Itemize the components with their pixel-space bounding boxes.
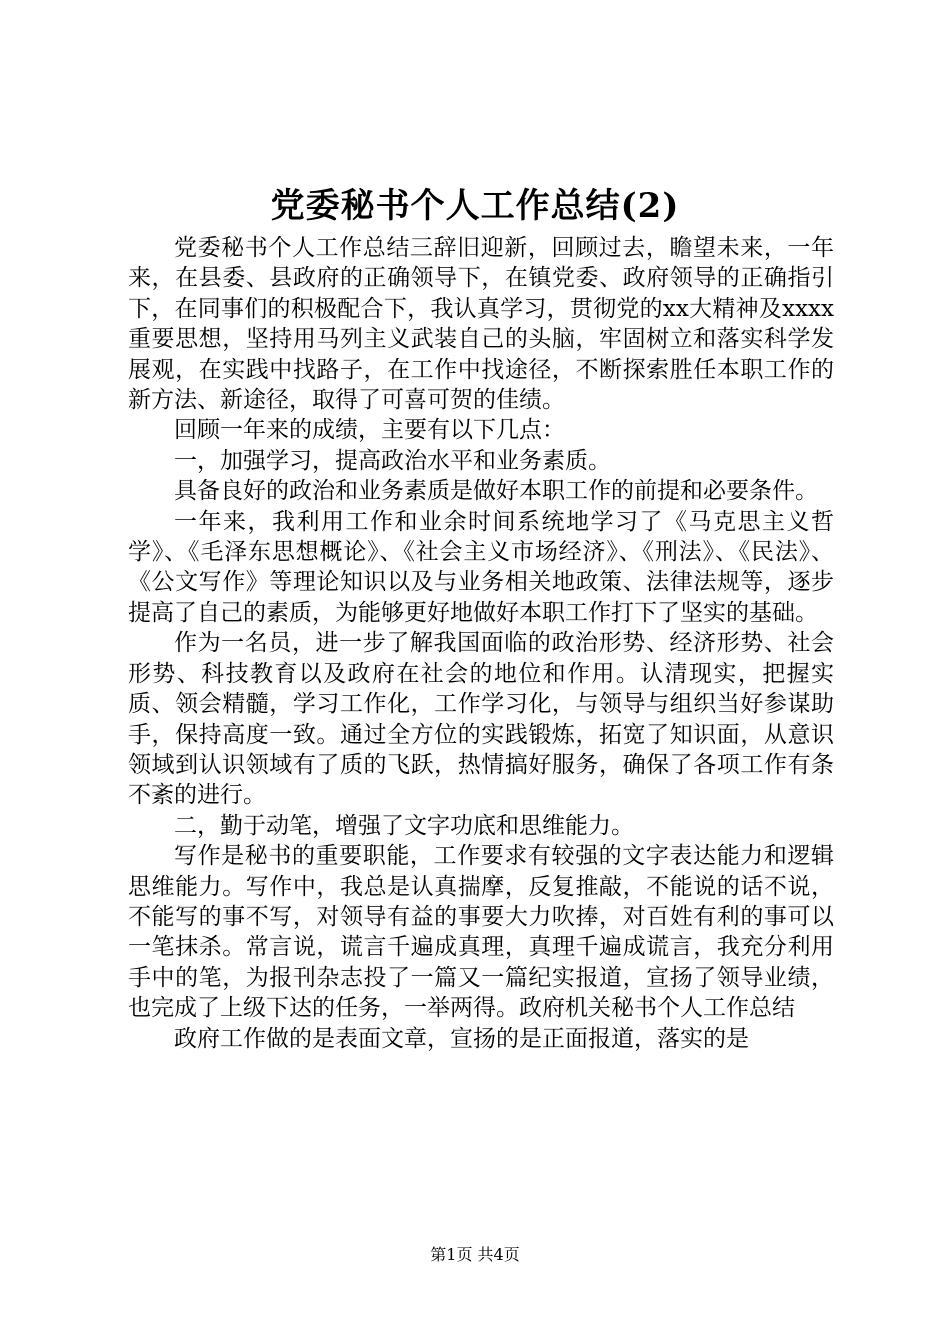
paragraph: 一年来，我利用工作和业余时间系统地学习了《马克思主义哲学》、《毛泽东思想概论》、《社会主义市场经济》、《刑法》、《民法》、《公文写作》等理论知识以及与业务相关地政策、法律法规等，逐步提高了自己的素质，为能够更好地做好本职工作打下了坚实的基础。 [128, 508, 834, 626]
paragraph: 写作是秘书的重要职能，工作要求有较强的文字表达能力和逻辑思维能力。写作中，我总是认真揣摩，反复推敲，不能说的话不说，不能写的事不写，对领导有益的事要大力吹捧，对百姓有利的事可以一笔抹杀。常言说，谎言千遍成真理，真理千遍成谎言，我充分利用手中的笔，为报刊杂志投了一篇又一篇纪实报道，宣扬了领导业绩，也完成了上级下达的任务，一举两得。政府机关秘书个人工作总结 [128, 843, 834, 1022]
paragraph: 一，加强学习，提高政治水平和业务素质。 [174, 447, 611, 474]
document-title: 党委秘书个人工作总结(2) [270, 186, 680, 226]
paragraph: 作为一名员，进一步了解我国面临的政治形势、经济形势、社会形势、科技教育以及政府在社会的地位和作用。认清现实，把握实质、领会精髓，学习工作化，工作学习化，与领导与组织当好参谋助手，保持高度一致。通过全方位的实践锻炼，拓宽了知识面，从意识领域到认识领域有了质的飞跃，热情搞好服务，确保了各项工作有条不紊的进行。 [128, 630, 834, 809]
paragraph: 政府工作做的是表面文章，宣扬的是正面报道，落实的是 [174, 1025, 749, 1052]
paragraph: 党委秘书个人工作总结三辞旧迎新，回顾过去，瞻望未来，一年来，在县委、县政府的正确领导下，在镇党委、政府领导的正确指引下，在同事们的积极配合下，我认真学习，贯彻党的xx大精神及xxxx重要思想，坚持用马列主义武装自己的头脑，牢固树立和落实科学发展观，在实践中找路子，在工作中找途径，不断探索胜任本职工作的新方法、新途径，取得了可喜可贺的佳绩。 [128, 235, 834, 414]
page-footer: 第1页 共4页 [430, 1245, 520, 1264]
document-body [128, 233, 834, 1054]
paragraph: 回顾一年来的成绩，主要有以下几点： [174, 417, 565, 444]
paragraph: 具备良好的政治和业务素质是做好本职工作的前提和必要条件。 [174, 478, 818, 505]
paragraph: 二，勤于动笔，增强了文字功底和思维能力。 [174, 812, 634, 839]
